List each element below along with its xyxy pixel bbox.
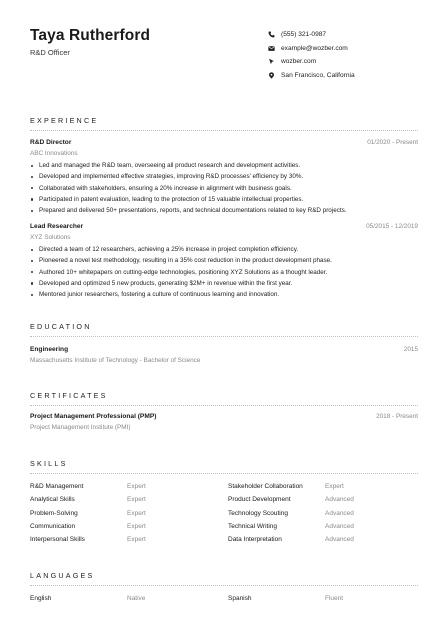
education-entry	[30, 346, 418, 366]
section-divider	[30, 585, 418, 586]
candidate-name: Taya Rutherford	[30, 27, 151, 44]
language-level: Native	[127, 595, 146, 602]
section-title-skills: SKILLS	[30, 459, 68, 468]
job-bullet: Prepared and delivered 50+ presentations, reports, and technical documentations related to key R&D projects.	[30, 205, 418, 216]
skills-grid	[30, 480, 418, 546]
contact-list	[268, 28, 355, 82]
contact-location-text: San Francisco, California	[281, 72, 355, 80]
certificate-issuer: Project Management Institute (PMI)	[30, 424, 131, 431]
job-company: XYZ Solutions	[30, 234, 71, 241]
job-entry	[30, 223, 418, 300]
job-bullet: Led and managed the R&D team, overseeing all product research and development activities.	[30, 160, 418, 171]
job-bullets	[30, 160, 418, 216]
skill-name: Data Interpretation	[228, 536, 282, 544]
skill-level: Expert	[127, 509, 146, 517]
job-bullets	[30, 244, 418, 300]
email-icon	[268, 45, 275, 52]
skill-name: Stakeholder Collaboration	[228, 483, 303, 490]
education-detail: Massachusetts Institute of Technology - Bachelor of Science	[30, 357, 201, 364]
phone-icon	[268, 31, 275, 38]
language-row	[30, 592, 418, 605]
section-divider	[30, 473, 418, 474]
job-bullet: Developed and optimized 5 new products, generating $2M+ in revenue within the first year.	[30, 278, 418, 289]
education-year: 2015	[403, 346, 418, 353]
skill-level: Expert	[127, 483, 146, 490]
section-title-languages: LANGUAGES	[30, 571, 95, 580]
skill-name: R&D Management	[30, 483, 84, 490]
skill-row	[30, 480, 418, 493]
skill-level: Advanced	[325, 496, 354, 504]
job-title: R&D Director	[30, 139, 72, 146]
job-bullet: Participated in patent evaluation, leading to the protection of 15 valuable intellectual properties.	[30, 194, 418, 205]
skill-name: Communication	[30, 522, 76, 530]
candidate-role: R&D Officer	[30, 48, 70, 57]
language-level: Fluent	[325, 595, 344, 602]
contact-email[interactable]	[268, 42, 355, 56]
contact-phone[interactable]	[268, 28, 355, 42]
job-entry	[30, 139, 418, 216]
link-icon	[268, 58, 275, 65]
skill-row	[30, 493, 418, 506]
skill-name: Interpersonal Skills	[30, 536, 85, 544]
certificate-title: Project Management Professional (PMP)	[30, 413, 157, 420]
language-name: Spanish	[228, 595, 252, 602]
skill-level: Advanced	[325, 536, 354, 544]
section-divider	[30, 336, 418, 337]
job-bullet: Collaborated with stakeholders, ensuring a 20% increase in alignment with business goals.	[30, 183, 418, 194]
skill-row	[30, 520, 418, 533]
job-title: Lead Researcher	[30, 223, 84, 230]
skill-level: Expert	[325, 483, 344, 490]
section-divider	[30, 405, 418, 406]
contact-website[interactable]	[268, 55, 355, 69]
section-title-certificates: CERTIFICATES	[30, 391, 108, 400]
job-company: ABC Innovations	[30, 150, 78, 157]
contact-email-text: example@wozber.com	[281, 44, 348, 52]
location-icon	[268, 72, 275, 79]
job-bullet: Mentored junior researchers, fostering a culture of continuous learning and innovation.	[30, 289, 418, 300]
skill-level: Expert	[127, 496, 146, 504]
job-bullet: Directed a team of 12 researchers, achieving a 25% increase in project completion efficiency.	[30, 244, 418, 255]
skill-level: Advanced	[325, 509, 354, 517]
skill-level: Expert	[127, 536, 146, 544]
skill-level: Advanced	[325, 522, 354, 530]
skill-name: Product Development	[228, 496, 291, 504]
skill-name: Technology Scouting	[228, 509, 288, 517]
contact-website-text: wozber.com	[281, 58, 317, 66]
skill-row	[30, 533, 418, 546]
skill-name: Problem-Solving	[30, 509, 78, 517]
job-bullet: Developed and implemented effective strategies, improving R&D processes' efficiency by 30%.	[30, 171, 418, 182]
job-dates: 05/2015 - 12/2019	[366, 223, 418, 230]
job-bullet: Pioneered a novel test methodology, resulting in a 35% cost reduction in the product development phase.	[30, 255, 418, 266]
skill-name: Technical Writing	[228, 522, 278, 530]
skill-row	[30, 507, 418, 520]
section-title-experience: EXPERIENCE	[30, 116, 99, 125]
education-title: Engineering	[30, 346, 69, 353]
contact-location	[268, 69, 355, 83]
certificate-entry	[30, 413, 418, 433]
section-divider	[30, 130, 418, 131]
skill-level: Expert	[127, 522, 146, 530]
languages-grid	[30, 592, 418, 605]
language-name: English	[30, 595, 52, 602]
section-title-education: EDUCATION	[30, 322, 92, 331]
skill-name: Analytical Skills	[30, 496, 75, 504]
job-dates: 01/2020 - Present	[367, 139, 418, 146]
job-bullet: Authored 10+ whitepapers on cutting-edge technologies, positioning XYZ Solutions as a thought leader.	[30, 267, 418, 278]
certificate-dates: 2018 - Present	[376, 413, 418, 420]
contact-phone-text: (555) 321-0987	[281, 31, 327, 39]
